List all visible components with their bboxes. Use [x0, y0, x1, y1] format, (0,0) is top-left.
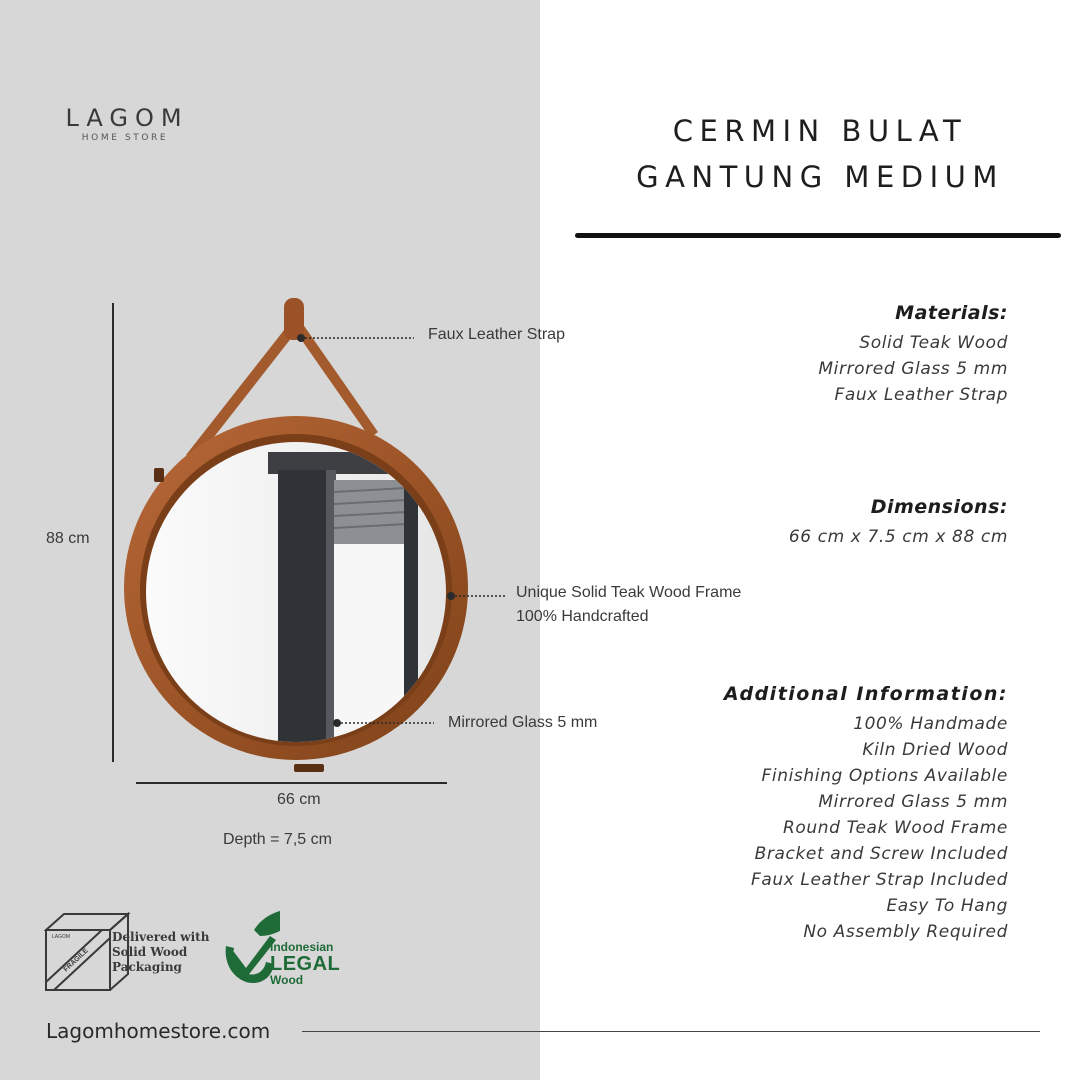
packaging-text	[112, 930, 209, 975]
materials-item: Mirrored Glass 5 mm	[818, 359, 1008, 379]
packaging-line: Packaging	[112, 960, 182, 974]
box-brand-text: LAGOM	[52, 934, 71, 940]
dimensions-heading: Dimensions:	[870, 496, 1008, 518]
height-label: 88 cm	[46, 530, 90, 547]
strap-marker	[297, 334, 305, 342]
brand-name: LAGOM	[65, 104, 189, 132]
depth-label: Depth = 7,5 cm	[223, 831, 332, 848]
additional-item: No Assembly Required	[803, 922, 1008, 942]
materials-heading: Materials:	[895, 302, 1008, 324]
glass-label: Mirrored Glass 5 mm	[448, 714, 598, 731]
additional-item: Bracket and Screw Included	[754, 844, 1008, 864]
additional-item: Mirrored Glass 5 mm	[818, 792, 1008, 812]
solid-wood-packaging-badge	[44, 912, 214, 994]
box-fragile-text: FRAGILE	[62, 947, 90, 974]
wall-hook	[284, 298, 304, 340]
width-label: 66 cm	[277, 791, 321, 808]
frame-label-line-1: Unique Solid Teak Wood Frame	[516, 584, 742, 601]
packaging-line: Delivered with	[112, 930, 210, 944]
frame-clip	[294, 764, 324, 772]
additional-item: Faux Leather Strap Included	[750, 870, 1008, 890]
legal-line-2: LEGAL	[270, 953, 341, 975]
glass-marker	[333, 719, 341, 727]
legal-line-3: Wood	[270, 973, 304, 987]
additional-item: Kiln Dried Wood	[862, 740, 1008, 760]
additional-item: Round Teak Wood Frame	[783, 818, 1008, 838]
dimensions-item: 66 cm x 7.5 cm x 88 cm	[788, 527, 1008, 547]
footer-divider	[302, 1031, 1040, 1032]
brand-tagline: HOME STORE	[81, 133, 169, 143]
frame-clip	[154, 468, 164, 482]
additional-info-heading: Additional Information:	[723, 683, 1008, 705]
website-link[interactable]: Lagomhomestore.com	[46, 1019, 271, 1043]
title-line-1: CERMIN BULAT	[672, 114, 968, 148]
frame-label-line-2: 100% Handcrafted	[516, 608, 649, 625]
additional-item: Finishing Options Available	[761, 766, 1008, 786]
legal-wood-text	[270, 940, 340, 987]
additional-item: Easy To Hang	[886, 896, 1008, 916]
packaging-line: Solid Wood	[112, 945, 188, 959]
materials-item: Solid Teak Wood	[859, 333, 1008, 353]
legal-line-1: Indonesian	[270, 940, 334, 954]
frame-marker	[447, 592, 455, 600]
title-line-2: GANTUNG MEDIUM	[636, 160, 1004, 194]
strap-label: Faux Leather Strap	[428, 326, 565, 343]
materials-item: Faux Leather Strap	[834, 385, 1008, 405]
additional-item: 100% Handmade	[853, 714, 1008, 734]
indonesian-legal-wood-badge	[220, 906, 350, 990]
